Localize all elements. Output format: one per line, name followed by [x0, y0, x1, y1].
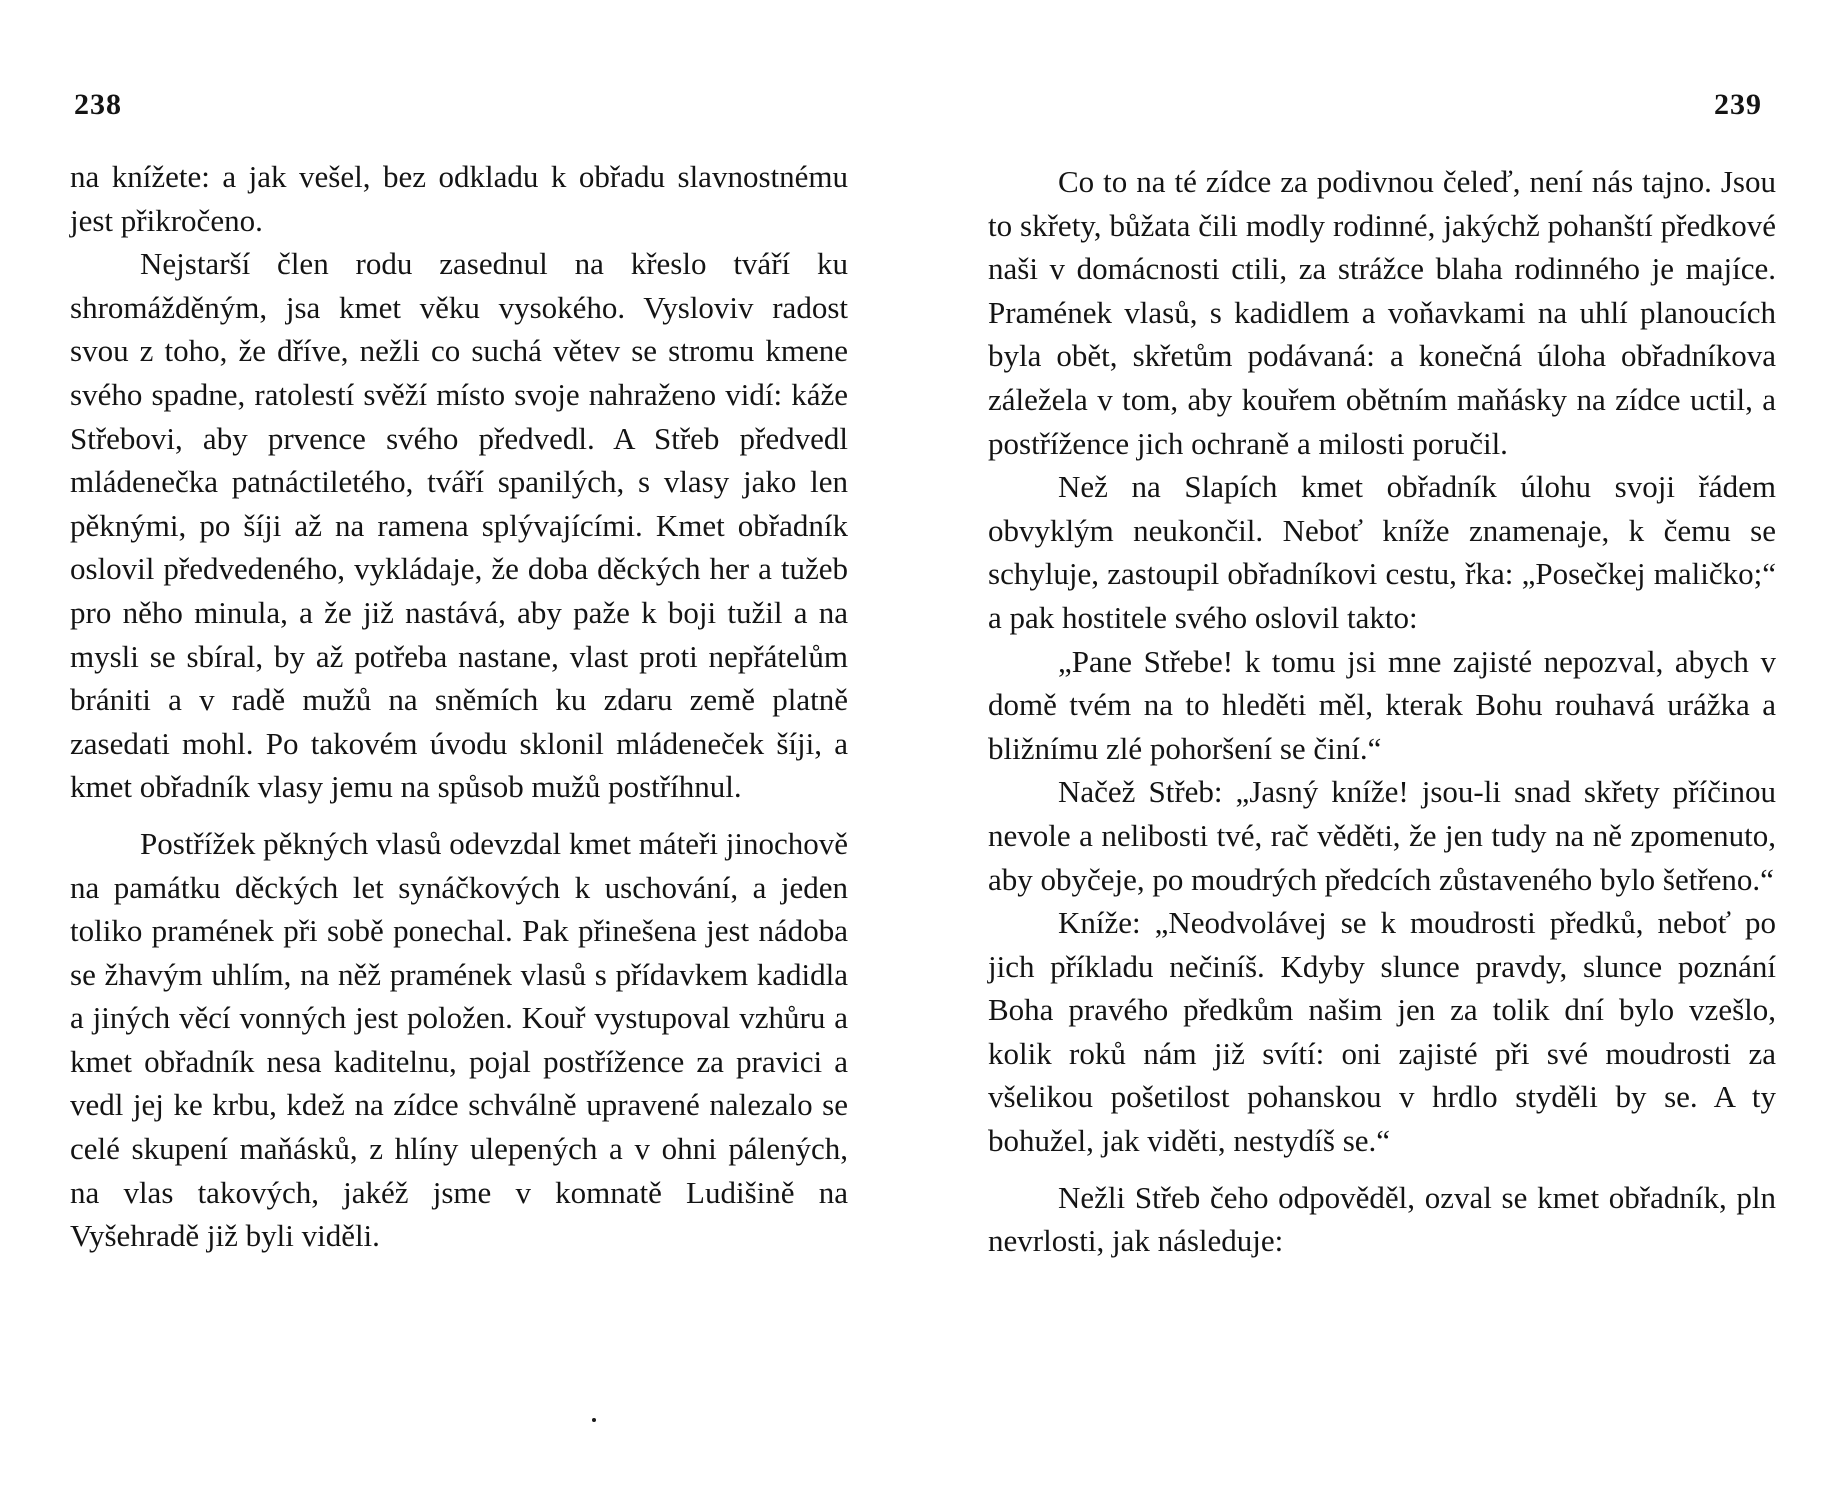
page-number: 239: [1714, 88, 1762, 121]
page-number: 238: [74, 88, 122, 121]
paragraph: na knížete: a jak vešel, bez odkladu k obřadu slavnostnému jest přikročeno.: [70, 159, 848, 238]
right-page: [912, 0, 1824, 1500]
paragraph: Než na Slapích kmet obřadník úlohu svoji řádem obvyklým neukončil. Neboť kníže znamenaje, k čemu se schyluje, zastoupil obřadníkovi cestu, řka: „Posečkej maličko;“ a pak hostitele svého oslovil takto:: [988, 469, 1776, 635]
page-text: [988, 160, 1776, 1263]
paragraph: Co to na té zídce za podivnou čeleď, není nás tajno. Jsou to skřety, bůžata čili modly rodinné, jakýchž pohanští předkové naši v domácnosti ctili, za strážce blaha rodinného je majíce. Pramének vlasů, s kadidlem a voňavkami na uhlí planoucích byla obět, skřetům podávaná: a konečná úloha obřadníkova záležela v tom, aby kouřem obětním maňásky na zídce uctil, a postřížence jich ochraně a milosti poručil.: [988, 164, 1776, 461]
paragraph: Nežli Střeb čeho odpověděl, ozval se kmet obřadník, pln nevrlosti, jak následuje:: [988, 1179, 1776, 1259]
page-text: [70, 155, 848, 1258]
paragraph: Načež Střeb: „Jasný kníže! jsou-li snad skřety příčinou nevole a nelibosti tvé, rač věděti, že jen tudy na ně zpomenuto, aby obyčeje, po moudrých předcích zůstaveného bylo šetřeno.“: [988, 774, 1776, 897]
paragraph: „Pane Střebe! k tomu jsi mne zajisté nepozval, abych v domě tvém na to hleděti měl, kterak Bohu rouhavá urážka a bližnímu zlé pohoršení se činí.“: [988, 643, 1776, 766]
ink-speck: [592, 1418, 596, 1422]
paragraph: Nejstarší člen rodu zasednul na křeslo tváří ku shromážděným, jsa kmet věku vysokého. Vysloviv radost svou z toho, že dříve, nežli co suchá větev se stromu kmene svého spadne, ratolestí svěží místo svoje nahraženo vidí: káže Střebovi, aby prvence svého předvedl. A Střeb předvedl mládenečka patnáctiletého, tváří spanilých, s vlasy jako len pěknými, po šíji až na ramena splývajícími. Kmet obřadník oslovil předvedeného, vykládaje, že doba děckých her a tužeb pro něho minula, a že již nastává, aby paže k boji tužil a na mysli se sbíral, by až potřeba nastane, vlast proti nepřátelům brániti a v radě mužů na sněmích ku zdaru země platně zasedati mohl. Po takovém úvodu sklonil mládeneček šíji, a kmet obřadník vlasy jemu na spůsob mužů postříhnul.: [70, 246, 848, 805]
paragraph: Postřížek pěkných vlasů odevzdal kmet máteři jinochově na památku děckých let synáčkových k uschování, a jeden toliko pramének při sobě ponechal. Pak přinešena jest nádoba se žhavým uhlím, na něž pramének vlasů s přídavkem kadidla a jiných věcí vonných jest položen. Kouř vystupoval vzhůru a kmet obřadník nesa kaditelnu, pojal postřížence za pravici a vedl jej ke krbu, kdež na zídce schválně upravené nalezalo se celé skupení maňásků, z hlíny ulepených a v ohni pálených, na vlas takových, jakéž jsme v komnatě Ludišině na Vyšehradě již byli viděli.: [70, 825, 848, 1254]
paragraph: Kníže: „Neodvolávej se k moudrosti předků, neboť po jich příkladu nečiníš. Kdyby slunce pravdy, slunce poznání Boha pravého předkům našim jen za tolik dní bylo vzešlo, kolik roků nám již svítí: oni zajisté při své moudrosti za všelikou pošetilost pohanskou v hrdlo styděli by se. A ty bohužel, jak viděti, nestydíš se.“: [988, 905, 1776, 1159]
